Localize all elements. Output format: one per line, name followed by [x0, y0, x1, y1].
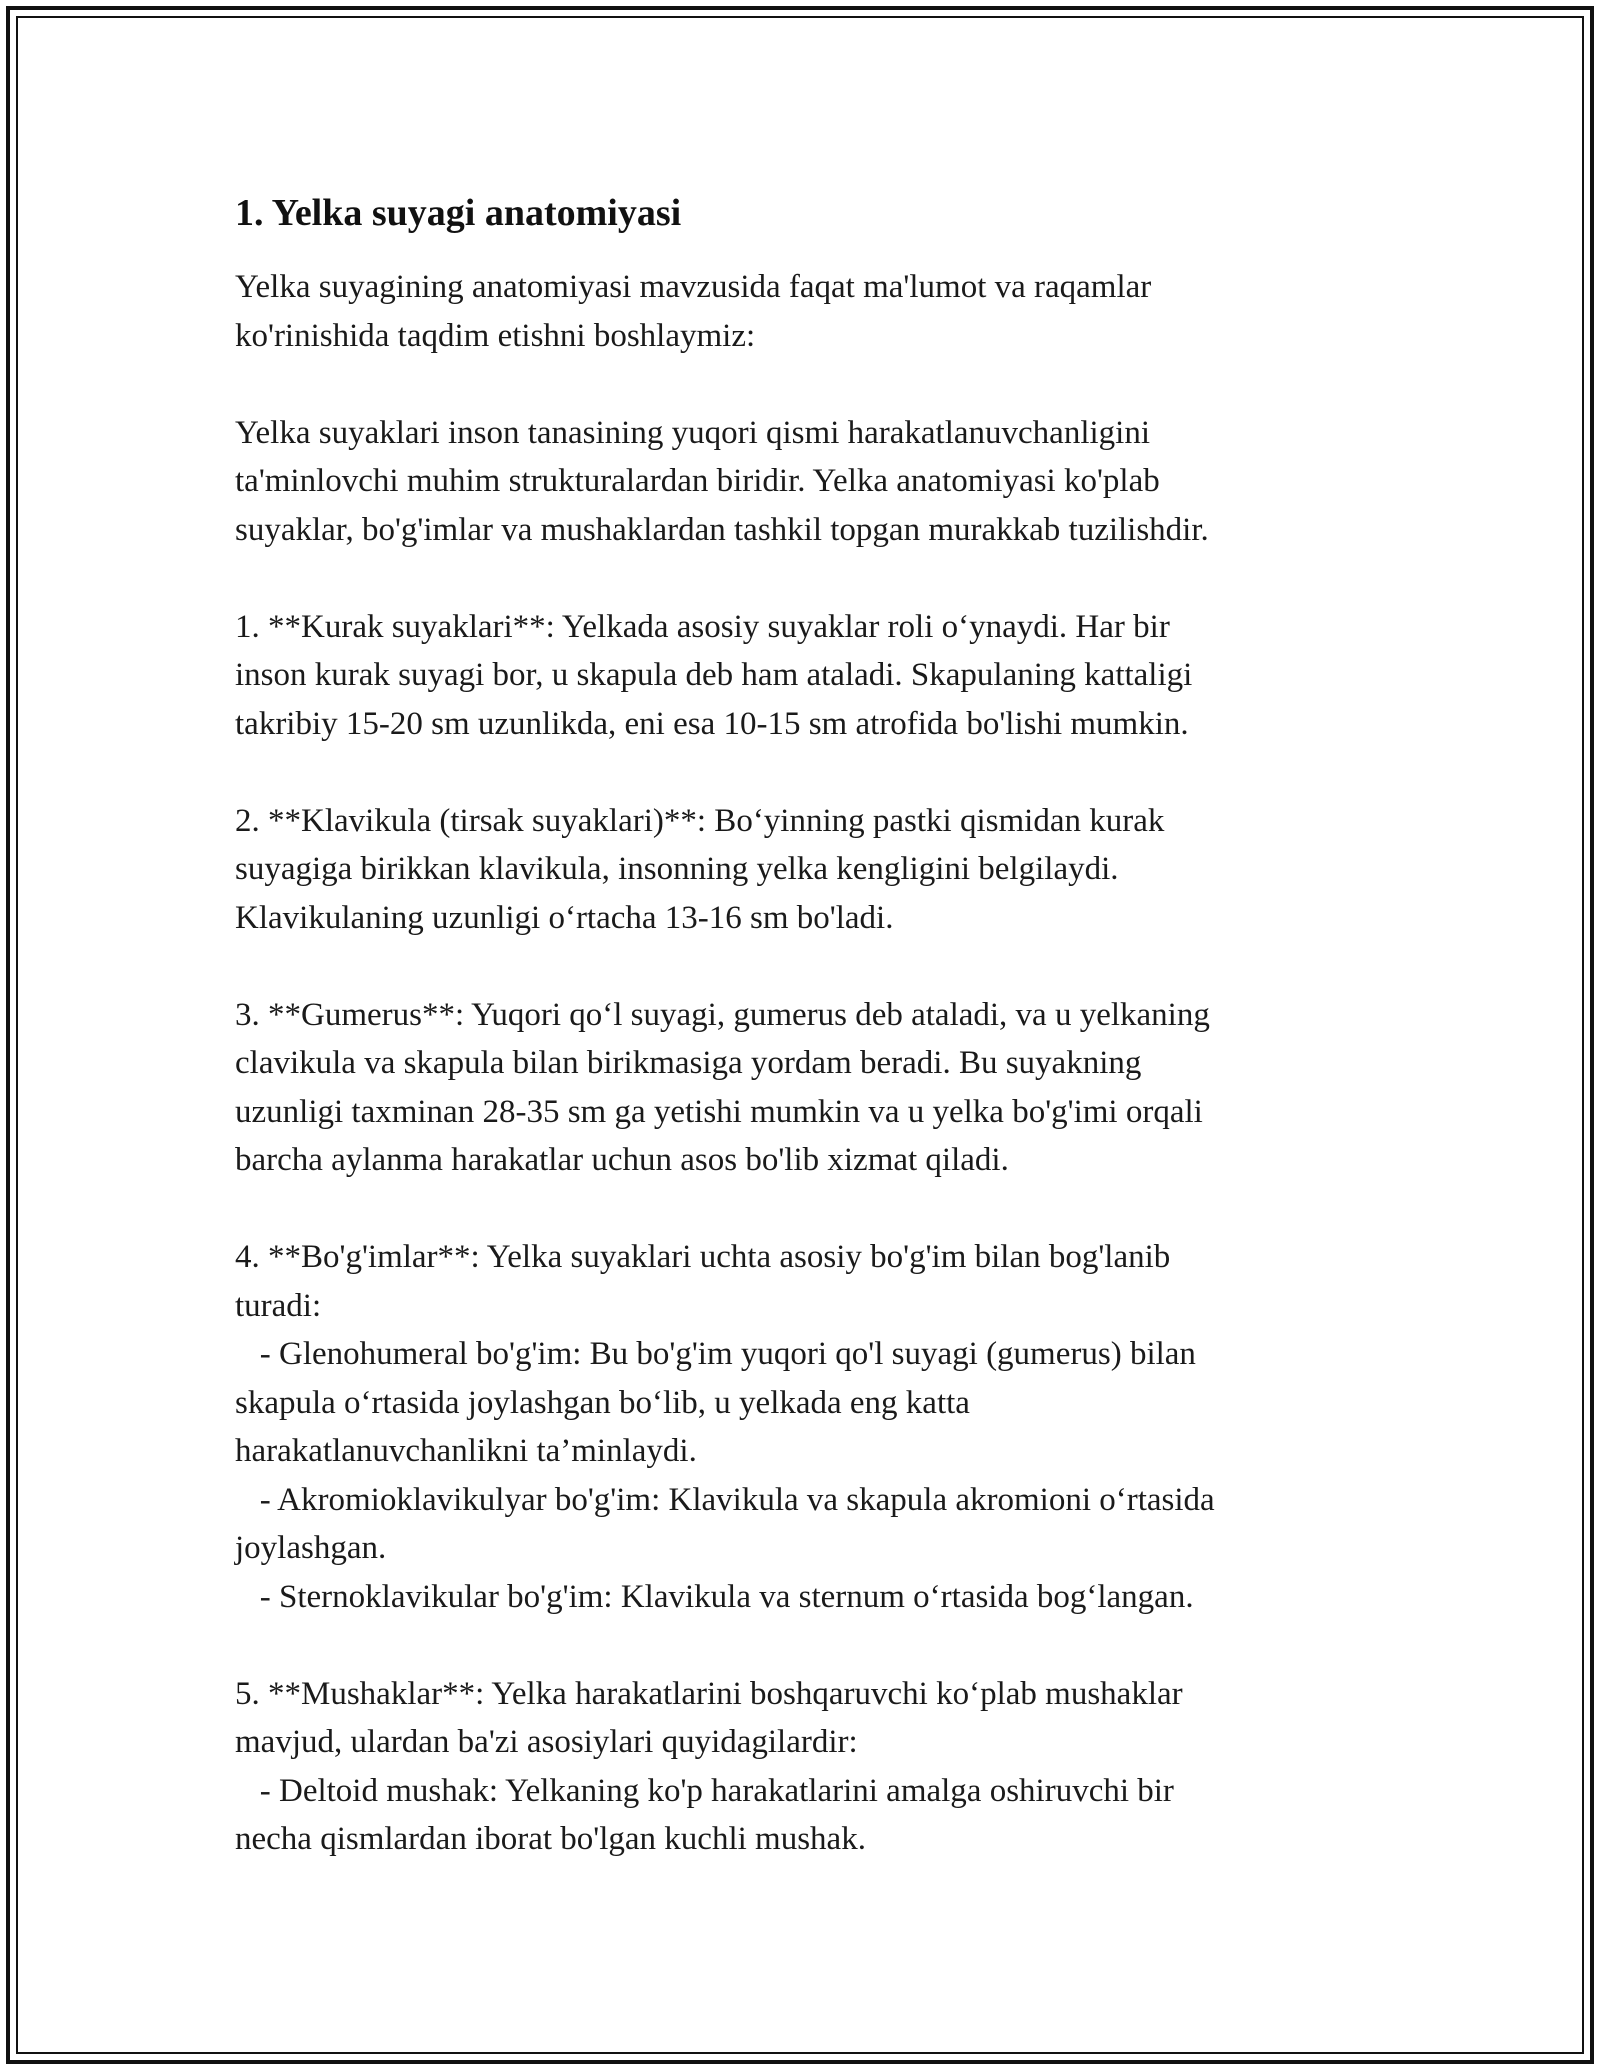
text-line: 3. **Gumerus**: Yuqori qo‘l suyagi, gumerus deb ataladi, va u yelkaning [235, 996, 1210, 1033]
text-line: suyagiga birikkan klavikula, insonning yelka kengligini belgilaydi. [235, 851, 1119, 887]
paragraph-list [235, 263, 1350, 1864]
paragraph [235, 409, 1350, 555]
text-line: Yelka suyagining anatomiyasi mavzusida faqat ma'lumot va raqamlar [235, 269, 1152, 305]
text-line: - Glenohumeral bo'g'im: Bu bo'g'im yuqori qo'l suyagi (gumerus) bilan [235, 1336, 1196, 1372]
text-line: skapula o‘rtasida joylashgan bo‘lib, u yelkada eng katta [235, 1384, 970, 1421]
text-line: turadi: [235, 1287, 322, 1324]
text-line: 4. **Bo'g'imlar**: Yelka suyaklari uchta asosiy bo'g'im bilan bog'lanib [235, 1239, 1171, 1275]
text-line: - Deltoid mushak: Yelkaning ko'p harakatlarini amalga oshiruvchi bir [235, 1772, 1174, 1809]
text-line: Yelka suyaklari inson tanasining yuqori qismi harakatlanuvchanligini [235, 414, 1150, 451]
paragraph [235, 263, 1350, 360]
text-line: ko'rinishida taqdim etishni boshlaymiz: [235, 317, 756, 354]
text-line: clavikula va skapula bilan birikmasiga yordam beradi. Bu suyakning [235, 1045, 1142, 1081]
text-line: - Akromioklavikulyar bo'g'im: Klavikula va skapula akromioni o‘rtasida [235, 1481, 1215, 1518]
text-line: joylashgan. [235, 1530, 387, 1566]
text-line: uzunligi taxminan 28-35 sm ga yetishi mumkin va u yelka bo'g'imi orqali [235, 1093, 1203, 1130]
text-line: 1. **Kurak suyaklari**: Yelkada asosiy suyaklar roli o‘ynaydi. Har bir [235, 608, 1170, 645]
text-line: suyaklar, bo'g'imlar va mushaklardan tashkil topgan murakkab tuzilishdir. [235, 511, 1209, 548]
text-line: 5. **Mushaklar**: Yelka harakatlarini boshqaruvchi ko‘plab mushaklar [235, 1675, 1183, 1712]
text-line: - Sternoklavikular bo'g'im: Klavikula va sternum o‘rtasida bog‘langan. [235, 1578, 1194, 1615]
document-body [235, 185, 1350, 1912]
paragraph [235, 603, 1350, 749]
text-line: barcha aylanma harakatlar uchun asos bo'lib xizmat qiladi. [235, 1142, 1009, 1178]
text-line: 2. **Klavikula (tirsak suyaklari)**: Bo‘yinning pastki qismidan kurak [235, 802, 1165, 839]
document-title: 1. Yelka suyagi anatomiyasi [235, 192, 682, 234]
paragraph [235, 797, 1350, 943]
text-line: necha qismlardan iborat bo'lgan kuchli mushak. [235, 1821, 866, 1857]
paragraph [235, 991, 1350, 1185]
paragraph [235, 1670, 1350, 1864]
text-line: Klavikulaning uzunligi o‘rtacha 13-16 sm bo'ladi. [235, 899, 894, 936]
text-line: inson kurak suyagi bor, u skapula deb ham ataladi. Skapulaning kattaligi [235, 657, 1193, 693]
text-line: harakatlanuvchanlikni ta’minlaydi. [235, 1433, 697, 1469]
text-line: ta'minlovchi muhim strukturalardan biridir. Yelka anatomiyasi ko'plab [235, 463, 1160, 499]
text-line: mavjud, ulardan ba'zi asosiylari quyidagilardir: [235, 1724, 858, 1760]
text-line: takribiy 15-20 sm uzunlikda, eni esa 10-15 sm atrofida bo'lishi mumkin. [235, 705, 1189, 742]
paragraph [235, 1233, 1350, 1621]
